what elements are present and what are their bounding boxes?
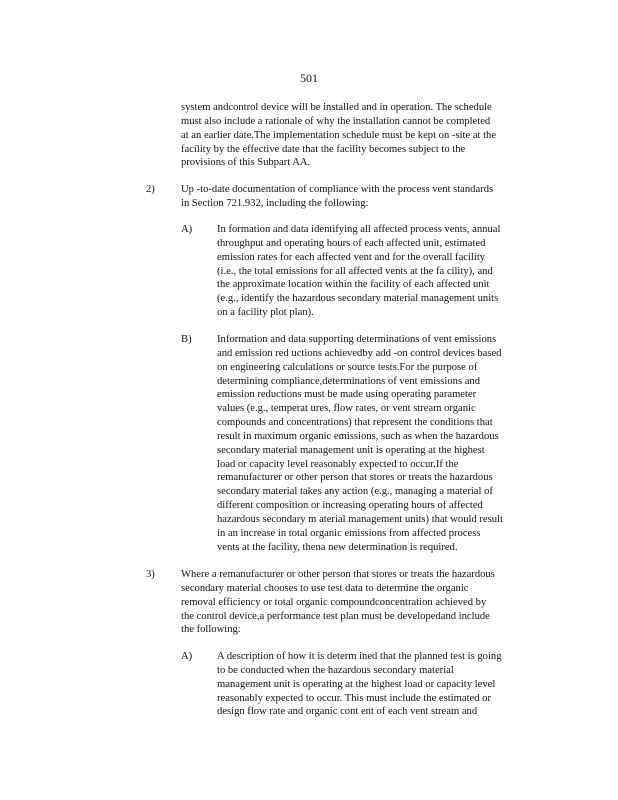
text-line: In formation and data identifying all affected process vents, annual [217,224,501,235]
text-line: to be conducted when the hazardous secondary material [217,664,454,676]
text-line: Where a remanufacturer or other person that stores or treats the hazardous [181,569,495,580]
text-line: emission rates for each affected vent and for the overall facility [217,251,486,263]
text-line: load or capacity level reasonably expected to occur.If the [217,458,459,470]
text-line: different composition or increasing operating hours of affected [217,500,483,512]
list-marker-item2: 2) [146,184,155,195]
list-marker-item3: 3) [146,569,155,580]
text-line: secondary material management unit is operating at the highest [217,444,485,456]
continuation-paragraph [181,101,496,170]
item3a-paragraph [217,650,502,719]
text-line: removal efficiency or total organic compoundconcentration achieved by [181,596,487,608]
text-line: on a facility plot plan). [217,307,314,319]
item3-paragraph [181,568,495,637]
text-line: result in maximum organic emissions, such as when the hazardous [217,430,499,442]
text-line: (i.e., the total emissions for all affected vents at the fa cility), and [217,265,493,277]
text-line: must also include a rationale of why the installation cannot be completed [181,115,491,127]
text-line: Information and data supporting determinations of vent emissions [217,334,497,345]
text-line: remanufacturer or other person that stores or treats the hazardous [217,472,493,484]
text-line: the approximate location within the facility of each affected unit [217,279,490,291]
text-line: management unit is operating at the highest load or capacity level [217,678,496,690]
item2-paragraph [181,183,493,211]
text-line: secondary material chooses to use test data to determine the organic [181,582,469,594]
text-line: determining compliance,determinations of vent emissions and [217,375,481,387]
text-line: system andcontrol device will be installed and in operation. The schedule [181,102,492,113]
text-line: in Section 721.932, including the following: [181,197,369,209]
text-line: (e.g., identify the hazardous secondary material management units [217,293,499,305]
list-marker-item3a: A) [181,651,193,662]
text-line: facility by the effective date that the facility becomes subject to the [181,143,466,155]
page-number: 501 [300,71,318,85]
text-line: compounds and concentrations) that represent the conditions that [217,417,493,429]
text-line: in an increase in total organic emissions from affected process [217,527,481,539]
text-line: throughput and operating hours of each affected unit, estimated [217,237,486,249]
text-line: provisions of this Subpart AA. [181,157,311,169]
text-line: secondary material takes any action (e.g., managing a material of [217,486,493,498]
text-line: the following: [181,624,241,636]
item2b-paragraph [217,333,503,555]
text-line: and emission red uctions achievedby add -on control devices based [217,347,502,359]
text-line: the control device,a performance test plan must be developedand include [181,610,490,622]
text-line: reasonably expected to occur. This must include the estimated or [217,692,491,704]
text-line: at an earlier date.The implementation schedule must be kept on -site at the [181,129,497,141]
text-line: values (e.g., temperat ures, flow rates, or vent stream organic [217,403,476,415]
text-line: emission reductions must be made using operating parameter [217,389,477,401]
text-line: vents at the facility, thena new determination is required. [217,541,458,553]
list-marker-item2b: B) [181,334,192,345]
text-line: on engineering calculations or source tests.For the purpose of [217,361,478,373]
list-marker-item2a: A) [181,224,193,235]
item2a-paragraph [217,223,500,320]
text-line: design flow rate and organic cont ent of each vent stream and [217,706,478,718]
text-line: Up -to-date documentation of compliance with the process vent standards [181,184,494,195]
text-line: A description of how it is determ ined that the planned test is going [217,651,502,662]
text-line: hazardous secondary m aterial management units) that would result [217,513,503,525]
